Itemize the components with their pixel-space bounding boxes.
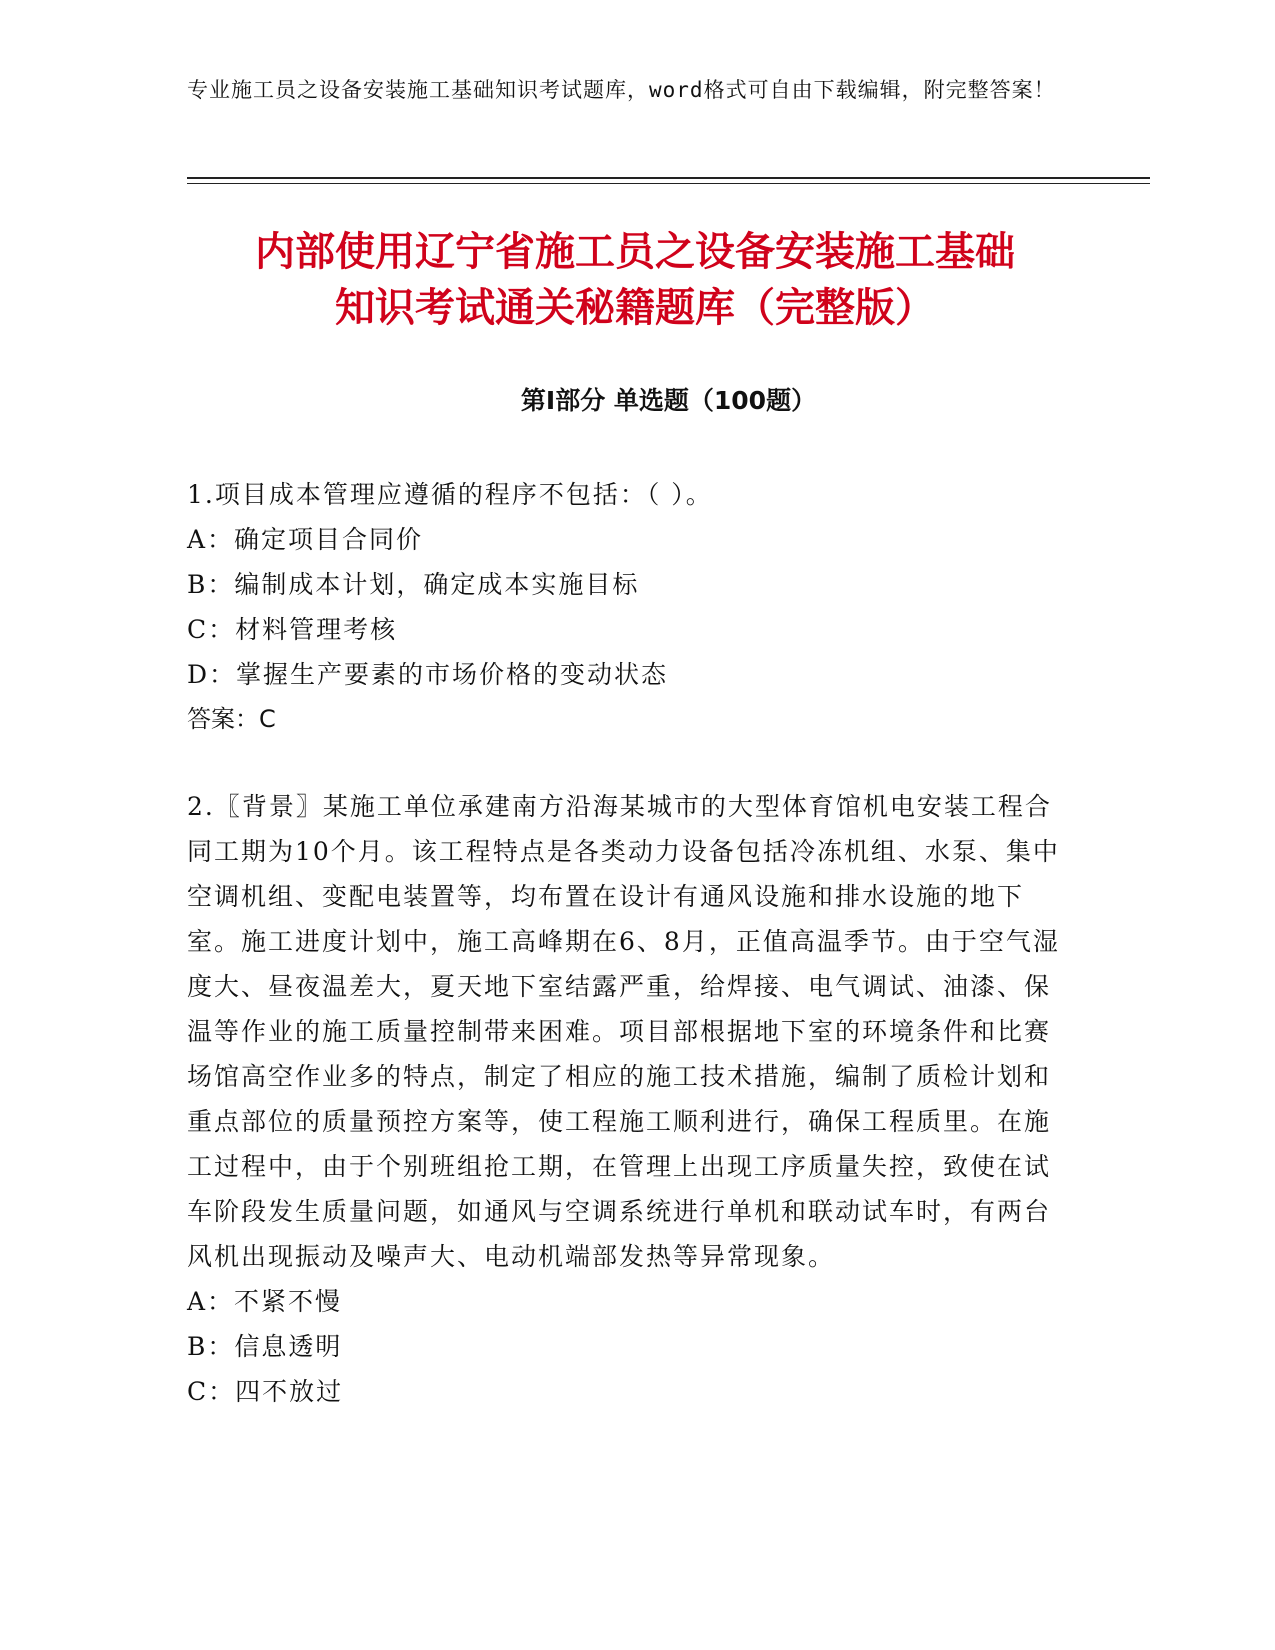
question-1	[187, 472, 1067, 742]
question-list	[187, 472, 1067, 1414]
option-c: C：四不放过	[187, 1377, 344, 1406]
question-2	[187, 784, 1067, 1414]
option-a: A：确定项目合同价	[187, 525, 424, 554]
document-title-line-1: 内部使用辽宁省施工员之设备安装施工基础	[255, 229, 1015, 275]
section-heading: 第Ⅰ部分 单选题（100题）	[520, 386, 817, 415]
document-title-line-2: 知识考试通关秘籍题库（完整版）	[335, 285, 935, 331]
option-d: D：掌握生产要素的市场价格的变动状态	[187, 660, 669, 689]
option-a: A：不紧不慢	[187, 1287, 343, 1316]
answer-label: 答案：C	[187, 705, 276, 733]
header-note: 专业施工员之设备安装施工基础知识考试题库，word格式可自由下载编辑，附完整答案！	[187, 78, 1056, 102]
document-title	[180, 224, 1090, 336]
option-b: B：信息透明	[187, 1332, 343, 1361]
question-stem: 2.〖背景〗某施工单位承建南方沿海某城市的大型体育馆机电安装工程合同工期为10个月。该工程特点是各类动力设备包括冷冻机组、水泵、集中空调机组、变配电装置等，均布置在设计有通风设施和排水设施的地下室。施工进度计划中，施工高峰期在6、8月，正值高温季节。由于空气湿度大、昼夜温差大，夏天地下室结露严重，给焊接、电气调试、油漆、保温等作业的施工质量控制带来困难。项目部根据地下室的环境条件和比赛场馆高空作业多的特点，制定了相应的施工技术措施，编制了质检计划和重点部位的质量预控方案等，使工程施工顺利进行，确保工程质里。在施工过程中，由于个别班组抢工期，在管理上出现工序质量失控，致使在试车阶段发生质量问题，如通风与空调系统进行单机和联动试车时，有两台风机出现振动及噪声大、电动机端部发热等异常现象。	[187, 792, 1060, 1271]
option-c: C：材料管理考核	[187, 615, 398, 644]
header-divider-thick	[187, 177, 1150, 179]
option-b: B：编制成本计划，确定成本实施目标	[187, 570, 640, 599]
question-stem: 1.项目成本管理应遵循的程序不包括：（ ）。	[187, 480, 713, 509]
header-divider-thin	[187, 183, 1150, 184]
